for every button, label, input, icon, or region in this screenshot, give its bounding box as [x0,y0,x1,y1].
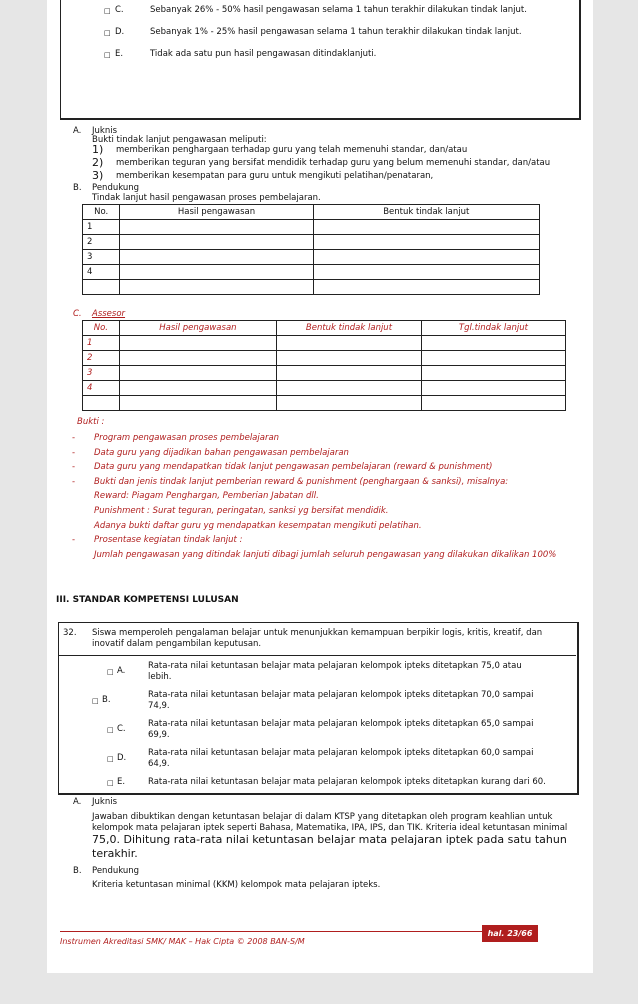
item-number: 2) [92,156,104,169]
page-number-badge: hal. 23/66 [482,925,538,942]
section-title: III. STANDAR KOMPETENSI LULUSAN [56,595,239,605]
bukti-line: Data guru yang dijadikan bahan pengawasan pembelajaran [94,447,349,458]
pendukung-table [82,204,540,295]
option-line2: lebih. [148,672,172,682]
cell-bentuk[interactable] [277,366,422,381]
cell-bentuk[interactable] [277,381,422,396]
checkbox-icon[interactable]: □ [104,51,111,59]
row-number [83,396,120,411]
cell-tgl[interactable] [421,381,565,396]
juknis-title: Juknis [92,126,117,136]
pendukung-label: B. [73,183,82,193]
bukti-line: Data guru yang mendapatkan tidak lanjut pengawasan pembelajaran (reward & punishment) [94,462,493,473]
option-line1: Rata-rata nilai ketuntasan belajar mata pelajaran kelompok ipteks ditetapkan 60,0 sampai [148,748,534,758]
table-header-row [83,321,566,336]
cell-hasil[interactable] [119,396,276,411]
option-letter: C. [115,5,124,15]
option-line1: Rata-rata nilai ketuntasan belajar mata pelajaran kelompok ipteks ditetapkan kurang dari 60. [148,777,546,787]
cell-hasil[interactable] [119,351,276,366]
table-row [83,351,566,366]
table-row [83,396,566,411]
item-number: 3) [92,169,104,182]
cell-hasil[interactable] [119,366,276,381]
column-header: Hasil pengawasan [119,321,276,336]
option-letter: D. [117,753,127,763]
bullet-dash: - [72,462,76,473]
juknis2-line2: kelompok mata pelajaran iptek seperti Bahasa, Matematika, IPA, IPS, dan TIK. Kriteria ideal ketuntasan minimal [92,823,568,833]
option-letter: C. [117,724,126,734]
q32-question-line1: Siswa memperoleh pengalaman belajar untuk menunjukkan kemampuan berpikir logis, kritis, kreatif, dan [92,628,543,638]
item-text: memberikan penghargaan terhadap guru yang telah memenuhi standar, dan/atau [116,145,468,155]
row-number: 3 [83,366,120,381]
column-header: Bentuk tindak lanjut [277,321,422,336]
option-line1: Rata-rata nilai ketuntasan belajar mata pelajaran kelompok ipteks ditetapkan 70,0 sampai [148,690,534,700]
cell-bentuk[interactable] [313,265,539,280]
juknis2-line4: terakhir. [92,847,138,860]
bukti-line: Jumlah pengawasan yang ditindak lanjuti dibagi jumlah seluruh pengawasan yang dilakukan dikalikan 100% [94,549,557,560]
pendukung2-text: Kriteria ketuntasan minimal (KKM) kelompok mata pelajaran ipteks. [92,880,381,890]
option-text: Sebanyak 1% - 25% hasil pengawasan selama 1 tahun terakhir dilakukan tindak lanjut. [150,27,522,37]
cell-tgl[interactable] [421,396,565,411]
table-row [83,280,540,295]
row-number: 4 [83,381,120,396]
bullet-dash: - [72,476,76,487]
table-row [83,235,540,250]
juknis2-title: Juknis [92,797,117,807]
table-row [83,381,566,396]
table-row [83,366,566,381]
table-row [83,265,540,280]
asesor-label: C. [73,309,82,319]
cell-tgl[interactable] [421,351,565,366]
cell-hasil[interactable] [119,381,276,396]
option-line2: 64,9. [148,759,170,769]
checkbox-icon[interactable]: □ [107,779,114,787]
row-number: 4 [83,265,120,280]
option-line1: Rata-rata nilai ketuntasan belajar mata pelajaran kelompok ipteks ditetapkan 65,0 sampai [148,719,534,729]
asesor-title: Assesor [92,309,126,319]
checkbox-icon[interactable]: □ [104,29,111,37]
bukti-line: Adanya bukti daftar guru yg mendapatkan kesempatan mengikuti pelatihan. [94,520,422,531]
column-header: No. [83,205,120,220]
q32-number: 32. [63,628,77,638]
pendukung2-label: B. [73,866,82,876]
footer-rule [60,931,538,932]
checkbox-icon[interactable]: □ [104,7,111,15]
row-number: 2 [83,351,120,366]
bukti-line: Punishment : Surat teguran, peringatan, sanksi yg bersifat mendidik. [94,506,389,516]
table-row [83,220,540,235]
row-number [83,280,120,295]
cell-hasil[interactable] [120,265,313,280]
option-line2: 69,9. [148,730,170,740]
bullet-dash: - [72,447,76,458]
row-number: 1 [83,336,120,351]
cell-hasil[interactable] [120,280,313,295]
cell-hasil[interactable] [120,250,313,265]
option-letter: E. [117,777,126,787]
bukti-line: Prosentase kegiatan tindak lanjut : [94,535,243,546]
checkbox-icon[interactable]: □ [107,668,114,676]
option-letter: E. [115,49,124,59]
column-header: Tgl.tindak lanjut [421,321,565,336]
checkbox-icon[interactable]: □ [92,697,99,705]
juknis2-label: A. [73,797,82,807]
row-number: 1 [83,220,120,235]
cell-hasil[interactable] [120,220,313,235]
checkbox-icon[interactable]: □ [107,726,114,734]
pendukung-intro: Tindak lanjut hasil pengawasan proses pembelajaran. [92,193,321,203]
cell-bentuk[interactable] [313,220,539,235]
pendukung2-title: Pendukung [92,866,140,876]
juknis2-line1: Jawaban dibuktikan dengan ketuntasan belajar di dalam KTSP yang ditetapkan oleh program keahlian untuk [92,812,553,822]
juknis2-line3: 75,0. Dihitung rata-rata nilai ketuntasan belajar mata pelajaran iptek pada satu tahun [92,833,567,846]
option-letter: D. [115,27,125,37]
cell-bentuk[interactable] [277,351,422,366]
cell-tgl[interactable] [421,336,565,351]
cell-hasil[interactable] [120,235,313,250]
option-letter: B. [102,695,111,705]
cell-tgl[interactable] [421,366,565,381]
row-number: 2 [83,235,120,250]
juknis-label: A. [73,126,82,136]
q32-divider [58,655,576,656]
cell-bentuk[interactable] [313,235,539,250]
option-line2: 74,9. [148,701,170,711]
option-letter: A. [117,666,126,676]
column-header: Hasil pengawasan [120,205,313,220]
bukti-line: Reward: Piagam Penghargan, Pemberian Jabatan dll. [94,491,319,502]
option-text: Sebanyak 26% - 50% hasil pengawasan selama 1 tahun terakhir dilakukan tindak lanjut. [150,5,527,15]
bullet-dash: - [72,535,76,546]
cell-hasil[interactable] [119,336,276,351]
item-text: memberikan kesempatan para guru untuk mengikuti pelatihan/penataran, [116,171,434,181]
bukti-line: Bukti dan jenis tindak lanjut pemberian reward & punishment (penghargaan & sanksi), misalnya: [94,476,509,487]
row-number: 3 [83,250,120,265]
bukti-line: Program pengawasan proses pembelajaran [94,433,280,443]
option-line1: Rata-rata nilai ketuntasan belajar mata pelajaran kelompok ipteks ditetapkan 75,0 atau [148,661,522,671]
item-number: 1) [92,143,104,156]
cell-bentuk[interactable] [277,336,422,351]
juknis-intro: Bukti tindak lanjut pengawasan meliputi: [92,135,267,145]
cell-bentuk[interactable] [313,280,539,295]
column-header: No. [83,321,120,336]
cell-bentuk[interactable] [313,250,539,265]
checkbox-icon[interactable]: □ [107,755,114,763]
option-text: Tidak ada satu pun hasil pengawasan ditindaklanjuti. [150,49,377,59]
table-header-row [83,205,540,220]
table-row [83,336,566,351]
bullet-dash: - [72,433,76,443]
table-row [83,250,540,265]
top-options-box [60,0,581,120]
pendukung-title: Pendukung [92,183,140,193]
q32-question-line2: inovatif dalam pengambilan keputusan. [92,639,262,649]
footer-text: Instrumen Akreditasi SMK/ MAK – Hak Cipta © 2008 BAN-S/M [60,937,305,946]
asesor-table [82,320,566,411]
item-text: memberikan teguran yang bersifat mendidik terhadap guru yang belum memenuhi standar, dan/atau [116,158,551,168]
cell-bentuk[interactable] [277,396,422,411]
bukti-title: Bukti : [77,417,105,427]
column-header: Bentuk tindak lanjut [313,205,539,220]
